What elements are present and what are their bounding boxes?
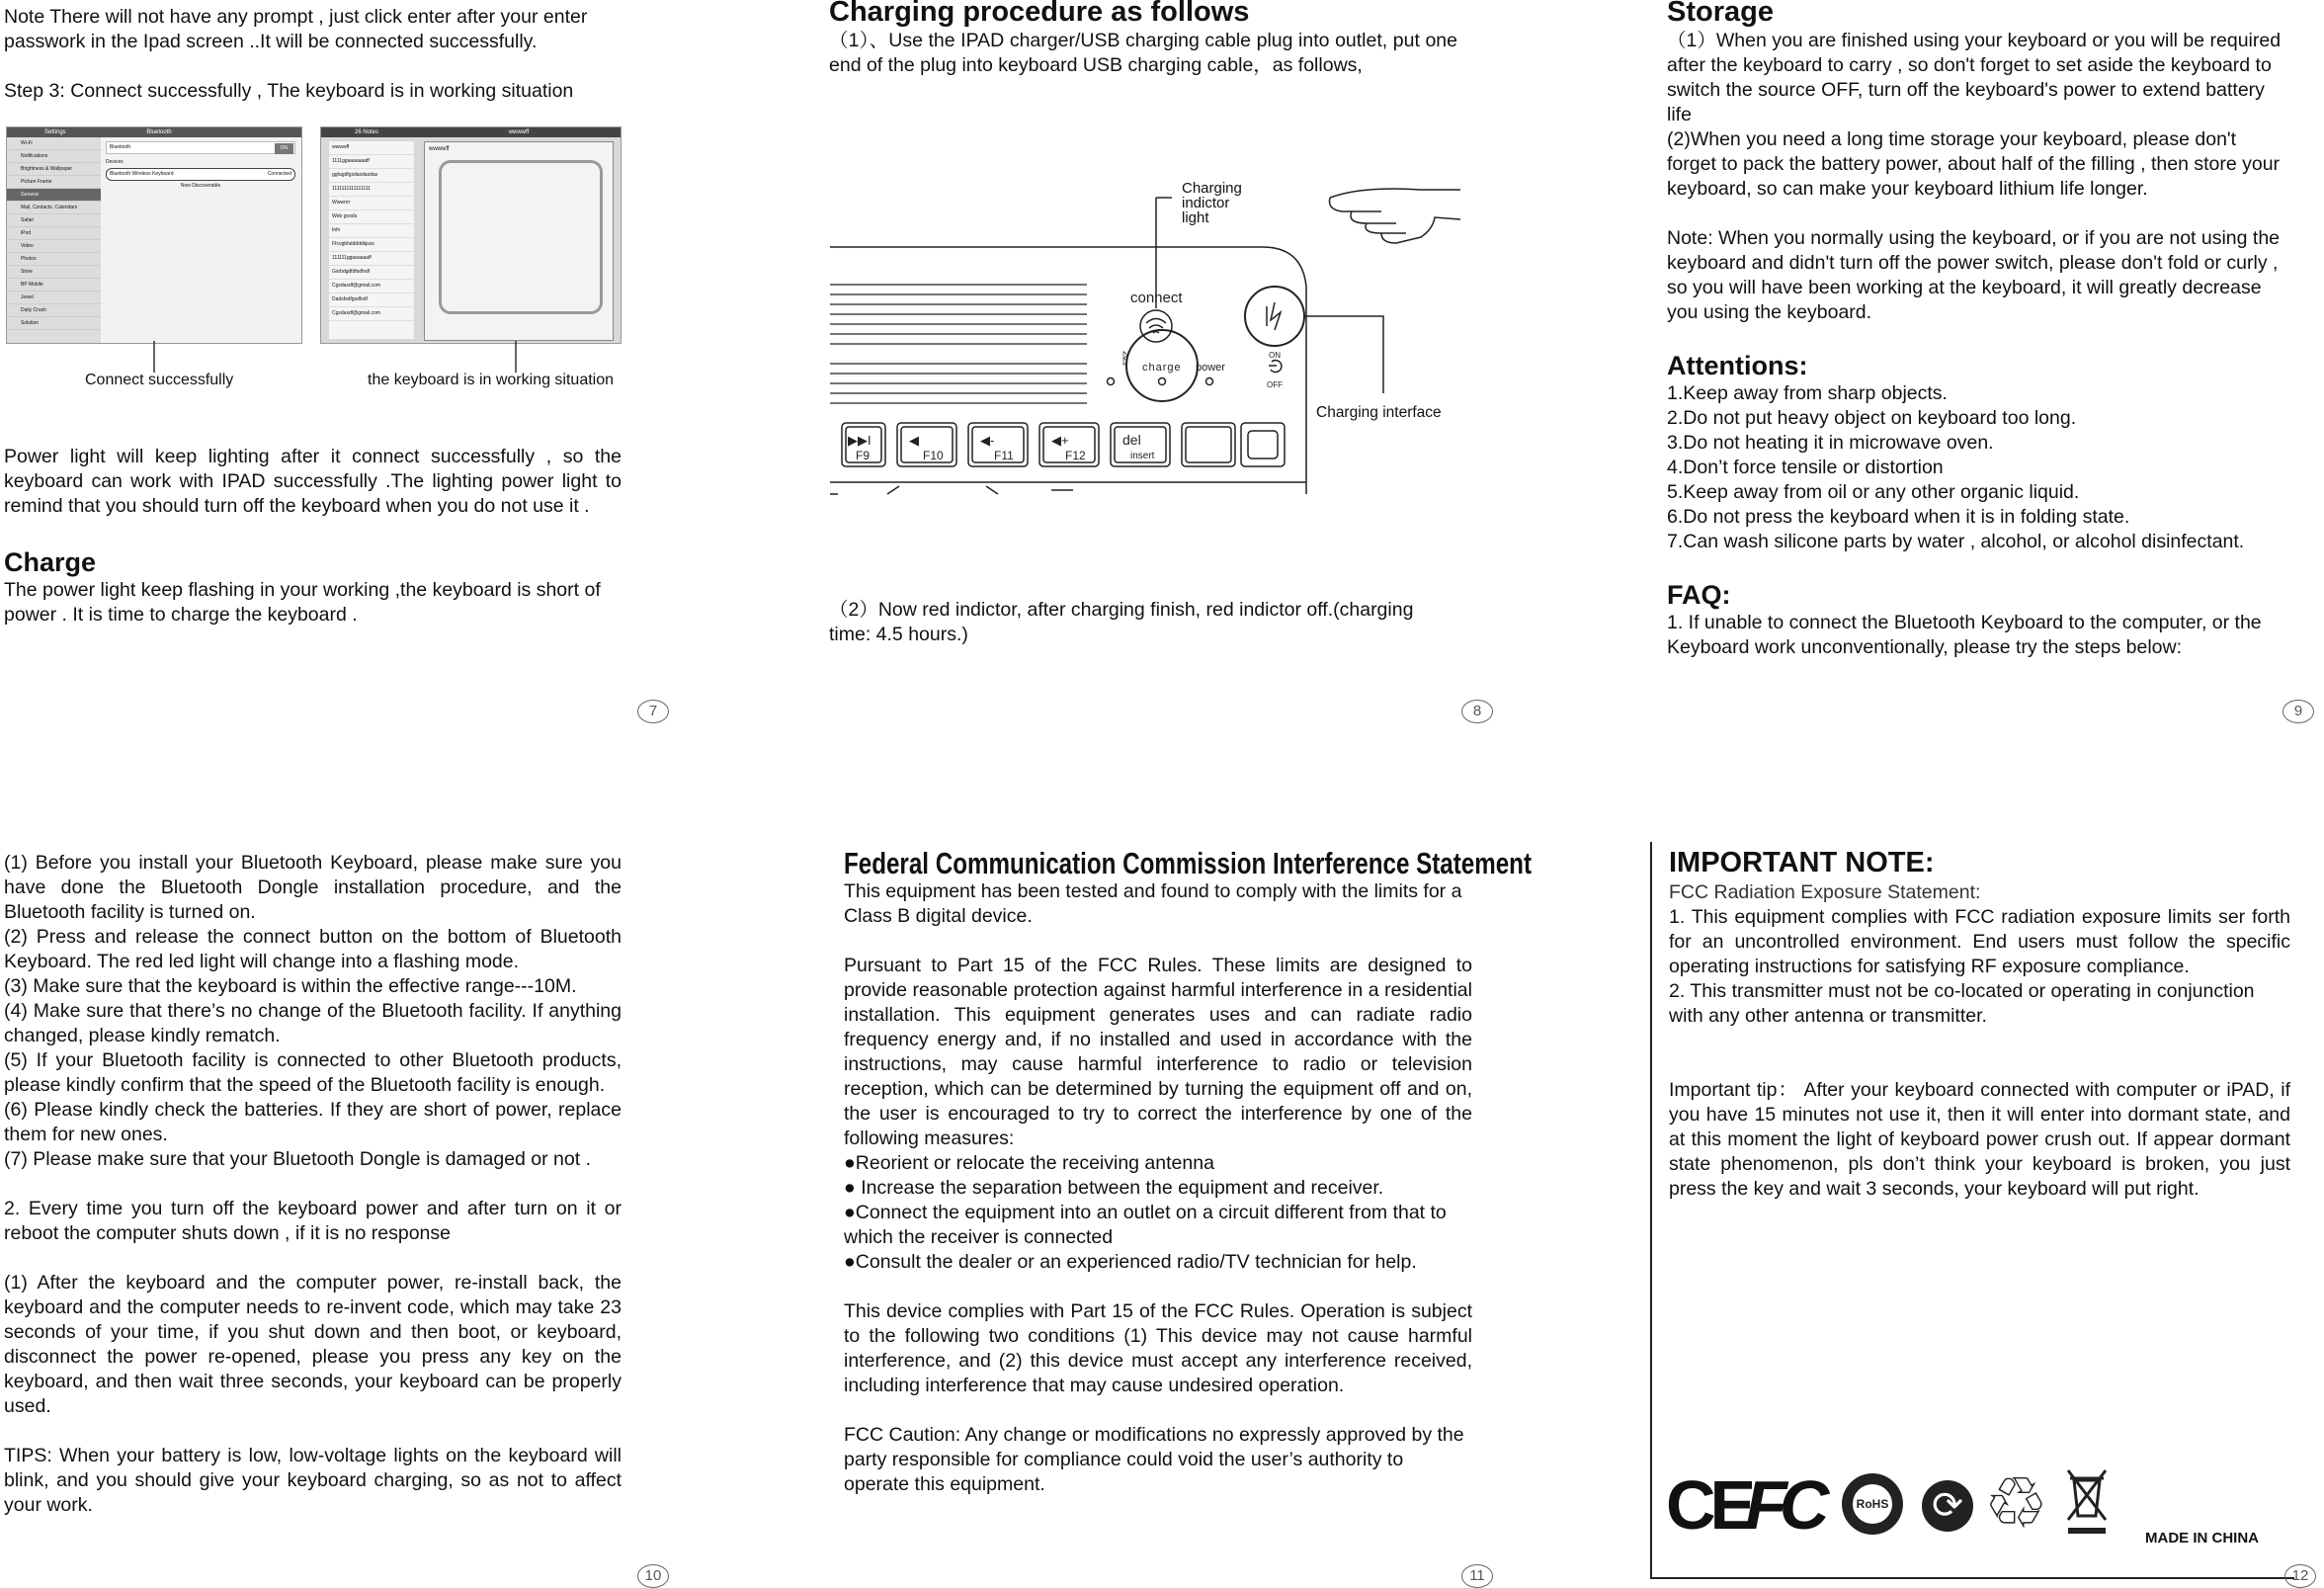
fcc-radiation-subtitle: FCC Radiation Exposure Statement: [1669,881,1981,903]
note-item: wwwwff [329,141,414,155]
shot-header-bluetooth: Bluetooth [146,129,172,135]
page7-note: Note There will not have any prompt , just click enter after your enter passwork in the Ipad screen ..It will be connected successfully. [4,6,588,52]
attention-item: 6.Do not press the keyboard when it is in folding state. [1667,506,2130,528]
label-off: OFF [1267,380,1283,389]
fcc-title: Federal Communication Commission Interference Statement [844,846,1533,880]
attention-item: 4.Don’t force tensile or distortion [1667,457,1944,478]
faq-steps-list [4,851,622,1172]
page11-column [844,846,1533,1497]
fcc-p2: Pursuant to Part 15 of the FCC Rules. These limits are designed to provide reasonable protection against harmful interference in a residential installation. This equipment generates uses and can radiate radio frequency energy and, if no installed and used in accordance with the instructions, may cause harmful interference to radio or television reception, which can be determined by turning the equipment off and on, the user is encouraged to try to correct the interference by one of the following measures: [844,955,1472,1149]
bluetooth-symbol: ᛒ [1120,349,1130,368]
attention-item: 5.Keep away from oil or any other organic liquid. [1667,481,2080,503]
ipad-screenshot-notes [320,126,622,344]
ce-mark: CE [1666,1466,1751,1544]
settings-item: Daily Crush [7,304,101,317]
label-charging-indicator: Charging indictor light [1182,180,1242,226]
page-number-9: 9 [2282,700,2314,723]
settings-item: Video [7,240,101,253]
shot-header-settings: Settings [44,129,66,135]
note-item: Gsrbdgdfdfsdfsdf [329,266,414,280]
weee-bin-icon [2062,1466,2112,1536]
note-item: ggfagdfgsdasdasdas [329,169,414,183]
fcc-bullet: ● Increase the separation between the equipment and receiver. [844,1177,1384,1199]
charging-step2: （2）Now red indictor, after charging finish, red indictor off.(charging time: 4.5 hours.) [829,599,1414,645]
settings-item: iPod [7,227,101,240]
storage-1: （1）When you are finished using your keyboard or you will be required after the keyboard to carry , so don't forget to set aside the keyboard to switch the source OFF, turn off the keyboard's power to extend battery life [1667,30,2282,125]
tips-text: TIPS: When your battery is low, low-voltage lights on the keyboard will blink, and you should give your keyboard charging, so as not to affect your work. [4,1445,622,1516]
faq-item2-1: (1) After the keyboard and the computer power, re-install back, the keyboard and the computer needs to re-invent code, which may take 23 seconds of your time, if you shut down and then boot, or keyboard, disconnect the power re-opened, please you press any key on the keyboard, and then wait three seconds, your keyboard can be properly used. [4,1272,622,1417]
attention-item: 2.Do not put heavy object on keyboard too long. [1667,407,2077,429]
settings-item: Brightness & Wallpaper [7,163,101,176]
label-charging-interface: Charging interface [1316,404,1442,421]
shot-device-status: Connected [267,171,291,177]
page9-column [1667,0,2285,660]
faq-step: (6) Please kindly check the batteries. If they are short of power, replace them for new ones. [4,1099,622,1145]
important-note-title: IMPORTANT NOTE: [1669,847,1935,878]
label-charge: charge [1142,362,1182,374]
notes-page [424,141,614,341]
note-item: Cgsdasdf@gmail.com [329,307,414,321]
fcc-bullet: ●Connect the equipment into an outlet on a circuit different from that to which the receiver is connected [844,1202,1447,1248]
faq-step: (5) If your Bluetooth facility is connected to other Bluetooth products, please kindly confirm that the speed of the Bluetooth facility is enough. [4,1049,622,1096]
fcc-p4: FCC Caution: Any change or modifications no expressly approved by the party responsible for compliance could void the user’s authority to operate this equipment. [844,1424,1464,1495]
faq-step: (2) Press and release the connect button on the bottom of Bluetooth Keyboard. The red led light will change into a flashing mode. [4,926,622,972]
attentions-list [1667,381,2285,554]
label-on: ON [1269,351,1281,360]
page7-lower [4,445,622,627]
shot-bluetooth-label: Bluetooth [110,144,131,150]
charge-text: The power light keep flashing in your working ,the keyboard is short of power . It is time to charge the keyboard . [4,579,601,626]
note-item: Info [329,224,414,238]
shot-device-name: Bluetooth Wireless Keyboard [110,171,174,177]
diagram-key-fn-3: F11 [994,449,1014,462]
page-number-10: 10 [637,1564,669,1588]
faq-title: FAQ: [1667,580,1731,610]
radiation-item1: 1. This equipment complies with FCC radiation exposure limits ser forth for an uncontrolled environment. End users must follow the specific operating instructions for satisfying RF exposure compliance. [1669,906,2290,977]
settings-item: Notifications [7,150,101,163]
faq-step: (3) Make sure that the keyboard is within the effective range---10M. [4,975,577,997]
note-item: Wwwrrrr [329,197,414,210]
page-number-12: 12 [2284,1564,2316,1588]
page7-column [4,5,622,104]
ipad-screenshot-bluetooth [6,126,302,344]
storage-note: Note: When you normally using the keyboard, or if you are not using the keyboard and didn't turn off the power switch, please don't fold or curly , so you will have been working at the keyboard, it will greatly decrease you using the keyboard. [1667,227,2281,323]
recycle-icon: ♲ [1984,1464,2048,1544]
diagram-key-fn-5: insert [1130,451,1155,461]
fcc-p3: This device complies with Part 15 of the FCC Rules. Operation is subject to the following two conditions (1) This device may not cause harmful interference, and (2) this device must accept any interference received, including interference that may cause undesired operation. [844,1300,1472,1396]
settings-item: Solution [7,317,101,330]
settings-item: Wi-Fi [7,137,101,150]
page12-column [1669,845,2290,1202]
rohs-text: RoHS [1856,1497,1889,1511]
page8-column [829,0,1457,78]
note-item: 111111ggaaaaaaff [329,252,414,266]
page-number-7: 7 [637,700,669,723]
shot-devices-label: Devices [106,159,124,165]
settings-item: Store [7,266,101,279]
fcc-bullet: ●Reorient or relocate the receiving antenna [844,1152,1214,1174]
attention-item: 1.Keep away from sharp objects. [1667,382,1948,404]
shot-settings-list [7,137,101,343]
diagram-key-icon-3: ◀- [980,433,995,448]
diagram-key-icon-2: ◀ [909,433,919,448]
rohs-logo [1842,1473,1903,1535]
charging-procedure-title: Charging procedure as follows [829,0,1250,28]
green-dot-icon: ⟳ [1922,1480,1973,1532]
attention-item: 7.Can wash silicone parts by water , alcohol, or alcohol disinfectant. [1667,531,2245,552]
settings-item: Mail, Contacts, Calendars [7,202,101,214]
important-tip: Important tip： After your keyboard connected with computer or iPAD, if you have 15 minutes not use it, then it will enter into dormant state, and at this moment the light of keyboard power crush out. If appear dormant state phenomenon, pls don’t think your keyboard is broken, you just press the key and wait 3 seconds, your keyboard will put right. [1669,1079,2290,1200]
storage-title: Storage [1667,0,1774,28]
diagram-key-icon-4: ◀+ [1051,433,1069,448]
page-number-11: 11 [1461,1564,1493,1588]
fcc-bullets [844,1151,1472,1275]
settings-item: Photos [7,253,101,266]
charge-title: Charge [4,547,97,577]
page7-step3: Step 3: Connect successfully , The keyboard is in working situation [4,80,574,102]
note-item: Cgsdasdf@gmail.com [329,280,414,293]
notes-header-count: 26 Notes [355,129,379,135]
diagram-key-fn-2: F10 [923,449,944,462]
settings-item: Jewel [7,292,101,304]
note-item: Ffcvgbhdddddkjsss [329,238,414,252]
diagram-key-fn-4: F12 [1065,449,1086,462]
faq-step: (4) Make sure that there’s no change of the Bluetooth facility. If anything changed, please kindly rematch. [4,1000,622,1046]
diagram-key-icon-5: del [1122,432,1141,448]
shot-bluetooth-panel: Bluetooth ON Devices Bluetooth Wireless Keyboard Connected Now Discoverable [106,141,295,192]
page7-power-light: Power light will keep lighting after it connect successfully , so the keyboard can work with IPAD successfully .The lighting power light to remind that you should turn off the keyboard when you do not use it . [4,446,622,517]
keyboard-charging-diagram [828,168,1480,504]
diagram-key-fn-1: F9 [856,449,871,462]
settings-item: General [7,189,101,202]
note-item: 1111ggaaaaaaaff [329,155,414,169]
radiation-item2: 2. This transmitter must not be co-located or operating in conjunction with any other antenna or transmitter. [1669,980,2255,1027]
notes-page-title: wwwwff [429,146,450,152]
attentions-title: Attentions: [1667,351,1808,380]
caption-working-situation: the keyboard is in working situation [368,372,615,388]
faq-1: 1. If unable to connect the Bluetooth Keyboard to the computer, or the Keyboard work unconventionally, please try the steps below: [1667,612,2262,658]
made-in-china: MADE IN CHINA [2145,1530,2259,1546]
charging-step1: （1）、Use the IPAD charger/USB charging cable plug into outlet, put one end of the plug into keyboard USB charging cable，as follows, [829,30,1457,76]
caption-connect-successfully: Connect successfully [85,372,234,388]
settings-item: Safari [7,214,101,227]
diagram-key-icon-1: ▶▶I [848,433,872,448]
note-item: 1111111111111111 [329,183,414,197]
shot-now-discoverable: Now Discoverable [180,183,221,189]
settings-item: BP Mobile [7,279,101,292]
notes-header-title: wwwwff [508,129,530,135]
faq-step: (1) Before you install your Bluetooth Keyboard, please make sure you have done the Bluetooth Dongle installation procedure, and the Bluetooth facility is turned on. [4,852,622,923]
page-number-8: 8 [1461,700,1493,723]
settings-item: Picture Frame [7,176,101,189]
fcc-p1: This equipment has been tested and found to comply with the limits for a Class B digital device. [844,880,1462,927]
notes-list [329,141,414,339]
attention-item: 3.Do not heating it in microwave oven. [1667,432,1994,454]
page10-column [4,851,622,1518]
storage-2: (2)When you need a long time storage your keyboard, please don't forget to pack the battery power, about half of the filling , then store your keyboard, so can make your keyboard lithium life longer. [1667,128,2281,200]
faq-item2: 2. Every time you turn off the keyboard power and after turn on it or reboot the computer shuts down , if it is no response [4,1198,622,1244]
note-item: Web goods [329,210,414,224]
note-item: Dadsfsdfgsdfsdf [329,293,414,307]
fcc-bullet: ●Consult the dealer or an experienced radio/TV technician for help. [844,1251,1417,1273]
label-power: power [1196,362,1225,374]
fc-mark: FC [1745,1466,1822,1544]
page8-step2-block [829,598,1457,647]
faq-step: (7) Please make sure that your Bluetooth Dongle is damaged or not . [4,1148,591,1170]
label-connect: connect [1130,290,1183,306]
